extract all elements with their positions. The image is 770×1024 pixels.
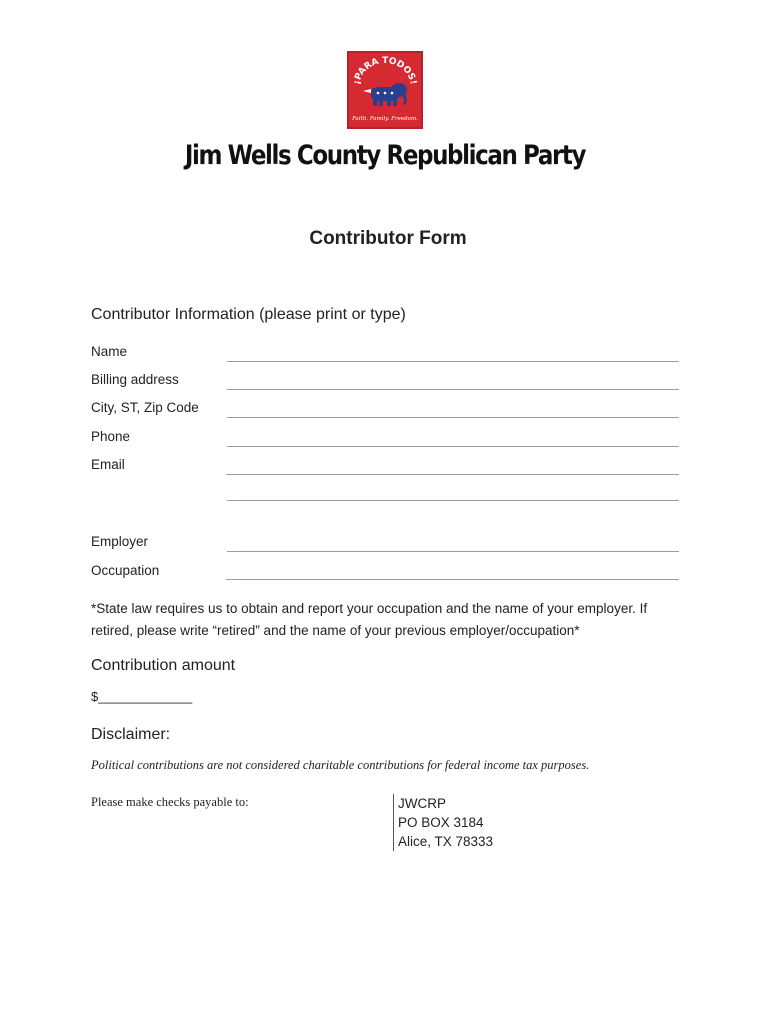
city-state-zip-label: City, ST, Zip Code [91, 400, 199, 415]
email-label: Email [91, 457, 125, 472]
employer-label: Employer [91, 534, 149, 549]
contribution-amount-field[interactable]: $_____________ [91, 689, 193, 704]
logo-graphic [349, 53, 421, 127]
contributor-info-heading: Contributor Information (please print or type) [91, 306, 406, 323]
address-line-po-box: PO BOX 3184 [398, 815, 484, 830]
disclaimer-text: Political contributions are not considered charitable contributions for federal income tax purposes. [91, 758, 590, 772]
email-field[interactable] [226, 474, 679, 475]
name-label: Name [91, 344, 128, 359]
address-line-city: Alice, TX 78333 [398, 834, 494, 849]
name-field[interactable] [227, 361, 679, 362]
billing-address-label: Billing address [91, 372, 179, 387]
state-law-note: *State law requires us to obtain and report your occupation and the name of your employer. If retired, please write “retired” and the name of your previous employer/occupation* [91, 601, 648, 638]
address-line-payee: JWCRP [398, 796, 446, 811]
elephant-icon [363, 83, 407, 106]
occupation-field[interactable] [226, 579, 679, 580]
party-logo [347, 51, 423, 129]
email-extra-line[interactable] [227, 500, 679, 501]
logo-arc-text: ¡PARA TODOS! [352, 55, 418, 86]
mailing-address [393, 794, 493, 851]
phone-field[interactable] [227, 446, 679, 447]
checks-payable-label: Please make checks payable to: [91, 795, 249, 809]
org-title: Jim Wells County Republican Party [184, 141, 586, 171]
contribution-amount-heading: Contribution amount [91, 657, 236, 674]
employer-field[interactable] [227, 551, 679, 552]
occupation-label: Occupation [91, 563, 160, 578]
phone-label: Phone [91, 429, 131, 444]
logo-tagline: Faith. Family. Freedom. [352, 116, 418, 122]
city-state-zip-field[interactable] [227, 417, 679, 418]
disclaimer-heading: Disclaimer: [91, 726, 171, 743]
form-title: Contributor Form [309, 228, 467, 249]
billing-address-field[interactable] [227, 389, 679, 390]
